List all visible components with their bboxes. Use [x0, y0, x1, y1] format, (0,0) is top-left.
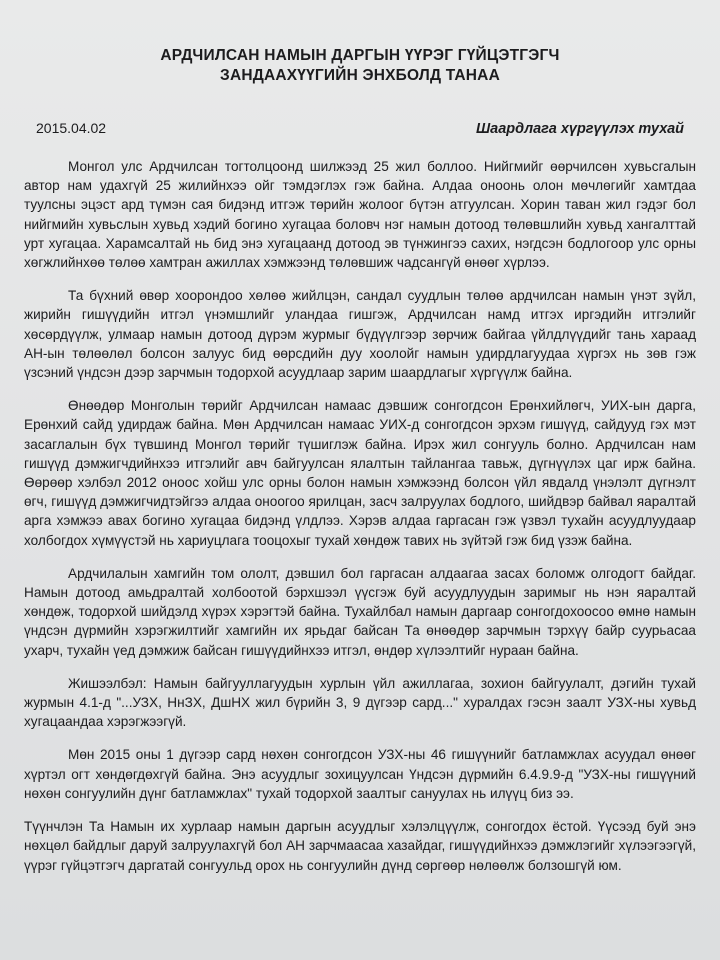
meta-row: [24, 120, 696, 137]
letter-date: 2015.04.02: [36, 120, 107, 136]
letter-subject: Шаардлага хүргүүлэх тухай: [475, 121, 684, 137]
letter-title: [24, 46, 696, 86]
paragraph-3: Өнөөдөр Монголын төрийг Ардчилсан намаас дэвшиж сонгогдсон Ерөнхийлөгч, УИХ-ын дарга, Ерөнхий сайд удирдаж байна. Мөн Ардчилсан намаас УИХ-д сонгогдсон эрхэм гишүүд, сайдууд гэх мэт засаглалын бүх түвшинд Монгол төрийг түшиглэж байна. Ирэх жил сонгууль болно. Ардчилсан нам гишүүд дэмжигчдийнхээ итгэлийг авч байгуулсан ялалтын тайлангаа тавьж, дүгнүүлэх цаг ирж байна. Өөрөөр хэлбэл 2012 оноос хойш улс орны болон намын хэмжээнд болсон үйл явдалд үнэлэлт дүгнэлт өгч, гишүүд дэмжигчидтэйгээ алдаа оноогоо ярилцан, засч залруулах бодлого, шийдвэр байвал яаралтай арга хэмжээ авах богино хугацаа бидэнд үлдлээ. Хэрэв алдаа гаргасан гэж үзвэл тухайн асуудлуудаар холбогдох хүмүүстэй нь хариуцлага тооцохыг тухай хөндөж тавих нь зүйтэй гэж бид үзэж байна.: [24, 398, 696, 548]
paragraph-2: Та бүхний өвөр хоорондоо хөлөө жийлцэн, сандал суудлын төлөө ардчилсан намын үнэт зүйл, жирийн гишүүдийн итгэл үнэмшлийг уландаа гишгэж, Ардчилсан намд итгэх иргэдийн итгэлийг хөсөрдүүлж, улмаар намын дотоод дүрэм журмыг бүдүүлгээр зөрчиж байгаа үйлдлүүдийг тань хараад АН-ын төлөөлөл болсон залуус бид өөрсдийн дуу хоолойг намын удирдлагуудаа хүргэх нь зөв гэж үзсэний үндсэн дээр зарчмын тодорхой асуудлаар зарим шаардлагыг хүргүүлж байна.: [24, 288, 696, 381]
paragraph-7: Түүнчлэн Та Намын их хурлаар намын даргын асуудлыг хэлэлцүүлж, сонгогдох ёстой. Үүсээд буй энэ нөхцөл байдлыг даруй залруулахгүй бол АН зарчмаасаа хазайдаг, гишүүдийнхээ дэмжлэгийг хүлээгээгүй, үүрэг гүйцэтгэгч даргатай сонгуульд орох нь сонгуулийн дүнд сөргөөр нөлөөлж болзошгүй юм.: [24, 819, 696, 873]
title-line-2: ЗАНДААХҮҮГИЙН ЭНХБОЛД ТАНАА: [220, 67, 500, 84]
paragraph-6: Мөн 2015 оны 1 дүгээр сард нөхөн сонгогдсон УЗХ-ны 46 гишүүнийг батламжлах асуудал өнөөг хүртэл огт хөндөгдөхгүй байна. Энэ асуудлыг зохицуулсан Үндсэн дүрмийн 6.4.9.9-д "УЗХ-ны гишүүний нөхөн сонгуулийн дүнг батламжлах" тухай тодорхой заалтыг сануулах нь илүүц биз ээ.: [24, 747, 696, 801]
paragraph-5: Жишээлбэл: Намын байгууллагуудын хурлын үйл ажиллагаа, зохион байгуулалт, дэгийн тухай журмын 4.1-д "...УЗХ, НнЗХ, ДшНХ жил бүрийн 3, 9 дүгээр сард..." хуралдах гэсэн заалт УЗХ-ны хувьд хугацаандаа хэрэгжээгүй.: [24, 675, 696, 730]
title-line-1: АРДЧИЛСАН НАМЫН ДАРГЫН ҮҮРЭГ ГҮЙЦЭТГЭГЧ: [160, 47, 560, 64]
paragraph-4: Ардчилалын хамгийн том ололт, дэвшил бол гаргасан алдаагаа засах боломж олгодогт байдаг. Намын дотоод амьдралтай холбоотой бэрхшээл үүсгэж буй асуудлуудын заримыг нь нэн яаралтай хөндөж, тодорхой шийдэлд хүрэх хэрэгтэй байна. Тухайлбал намын даргаар сонгогдохоосоо өмнө намын үндсэн дүрмийн хэрэгжилтийг хамгийн их ярьдаг байсан Та өнөөдөр зарчмын тэрхүү байр суурьасаа ухарч, тухайн үед дэмжиж байсан гишүүдийнхээ итгэл, өндөр хүлээлтийг нураан байна.: [24, 565, 696, 658]
paragraph-1: Монгол улс Ардчилсан тогтолцоонд шилжээд 25 жил боллоо. Нийгмийг өөрчилсөн хувьсгалын автор нам удахгүй 25 жилийнхээ ойг тэмдэглэх гэж байна. Алдаа оноонь олон мөчлөгийг хамтдаа туулсны эцэст ард түмэн сая бидэнд итгэж төрийн жолоог бүтэн атгуулсан. Хорин таван жил гэдэг бол нийгмийн хувьслын хувьд хэдий богино хугацаа боловч нэг намын дотоод төлөвшлийн хувьд хангалттай урт хугацаа. Харамсалтай нь бид энэ хугацаанд дотоод эв түнжингээ сахих, нэгдсэн бодлогоор улс орны хөгжлийнхөө төлөө хамтран ажиллах хэмжээнд төлөвшиж чадсангүй өнөөг хүрлээ.: [24, 159, 696, 271]
